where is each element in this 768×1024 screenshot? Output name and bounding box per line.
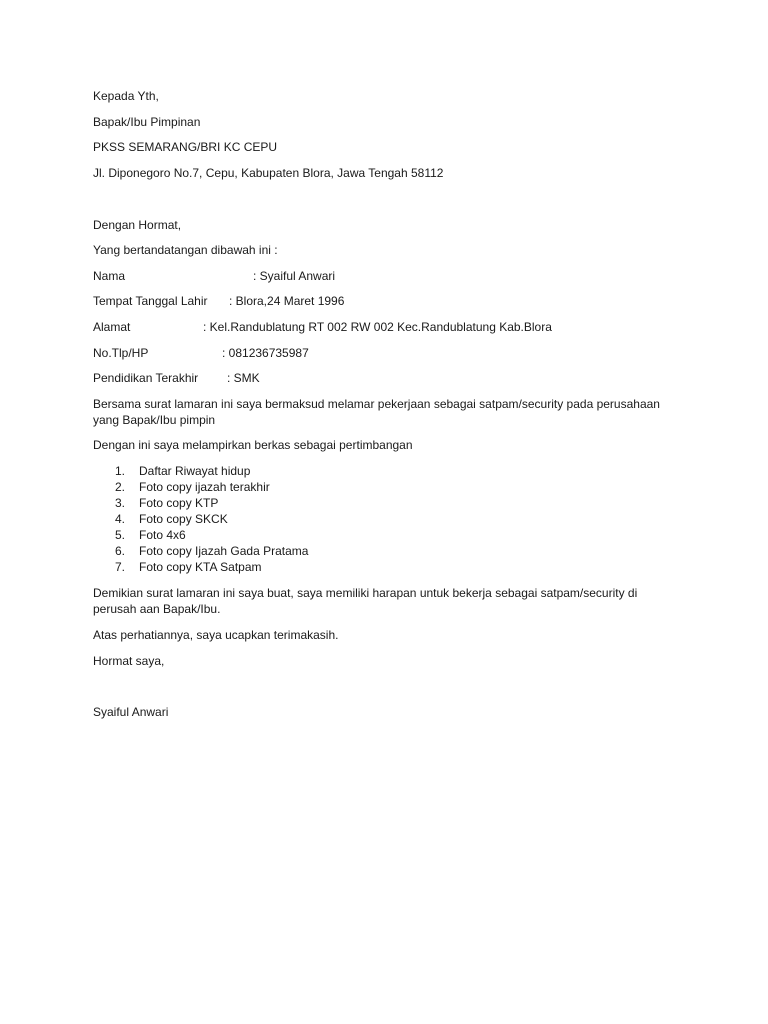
list-text: Foto copy KTP	[139, 496, 219, 510]
recipient-title: Bapak/Ibu Pimpinan	[93, 115, 201, 129]
recipient-address: Jl. Diponegoro No.7, Cepu, Kabupaten Blora, Jawa Tengah 58112	[93, 166, 444, 180]
list-text: Daftar Riwayat hidup	[139, 464, 251, 478]
greeting: Dengan Hormat,	[93, 218, 182, 232]
field-value: : Syaiful Anwari	[253, 269, 336, 283]
recipient-salutation: Kepada Yth,	[93, 89, 159, 103]
field-label: No.Tlp/HP	[93, 346, 149, 360]
list-number: 4.	[115, 512, 126, 526]
list-text: Foto copy SKCK	[139, 512, 228, 526]
field-value: : Kel.Randublatung RT 002 RW 002 Kec.Randublatung Kab.Blora	[203, 320, 552, 334]
signoff-text: Hormat saya,	[93, 654, 165, 668]
list-text: Foto copy ijazah terakhir	[139, 480, 270, 494]
field-label: Tempat Tanggal Lahir	[93, 294, 208, 308]
field-no-tlp-hp	[93, 346, 309, 361]
field-alamat	[93, 320, 552, 335]
signature-name: Syaiful Anwari	[93, 705, 169, 719]
field-value: : 081236735987	[222, 346, 309, 360]
purpose-paragraph: Bersama surat lamaran ini saya bermaksud melamar pekerjaan sebagai satpam/security pada perusahaan yang Bapak/Ibu pimpin	[93, 397, 660, 427]
field-pendidikan-terakhir	[93, 371, 260, 386]
list-number: 7.	[115, 560, 126, 574]
list-text: Foto 4x6	[139, 528, 186, 542]
recipient-company: PKSS SEMARANG/BRI KC CEPU	[93, 140, 278, 154]
field-value: : Blora,24 Maret 1996	[229, 294, 345, 308]
attachments-intro: Dengan ini saya melampirkan berkas sebagai pertimbangan	[93, 438, 413, 452]
list-number: 3.	[115, 496, 126, 510]
field-label: Nama	[93, 269, 126, 283]
closing-paragraph: Demikian surat lamaran ini saya buat, saya memiliki harapan untuk bekerja sebagai satpam/security di perusah aan Bapak/Ibu.	[93, 586, 638, 616]
field-label: Alamat	[93, 320, 131, 334]
list-number: 2.	[115, 480, 126, 494]
list-number: 1.	[115, 464, 126, 478]
thanks-text: Atas perhatiannya, saya ucapkan terimakasih.	[93, 628, 339, 642]
list-text: Foto copy Ijazah Gada Pratama	[139, 544, 309, 558]
intro-text: Yang bertandatangan dibawah ini :	[93, 243, 278, 257]
field-nama	[93, 269, 336, 284]
field-value: : SMK	[227, 371, 260, 385]
field-label: Pendidikan Terakhir	[93, 371, 199, 385]
list-number: 6.	[115, 544, 126, 558]
list-text: Foto copy KTA Satpam	[139, 560, 262, 574]
field-tempat-tanggal-lahir	[93, 294, 345, 309]
list-number: 5.	[115, 528, 126, 542]
